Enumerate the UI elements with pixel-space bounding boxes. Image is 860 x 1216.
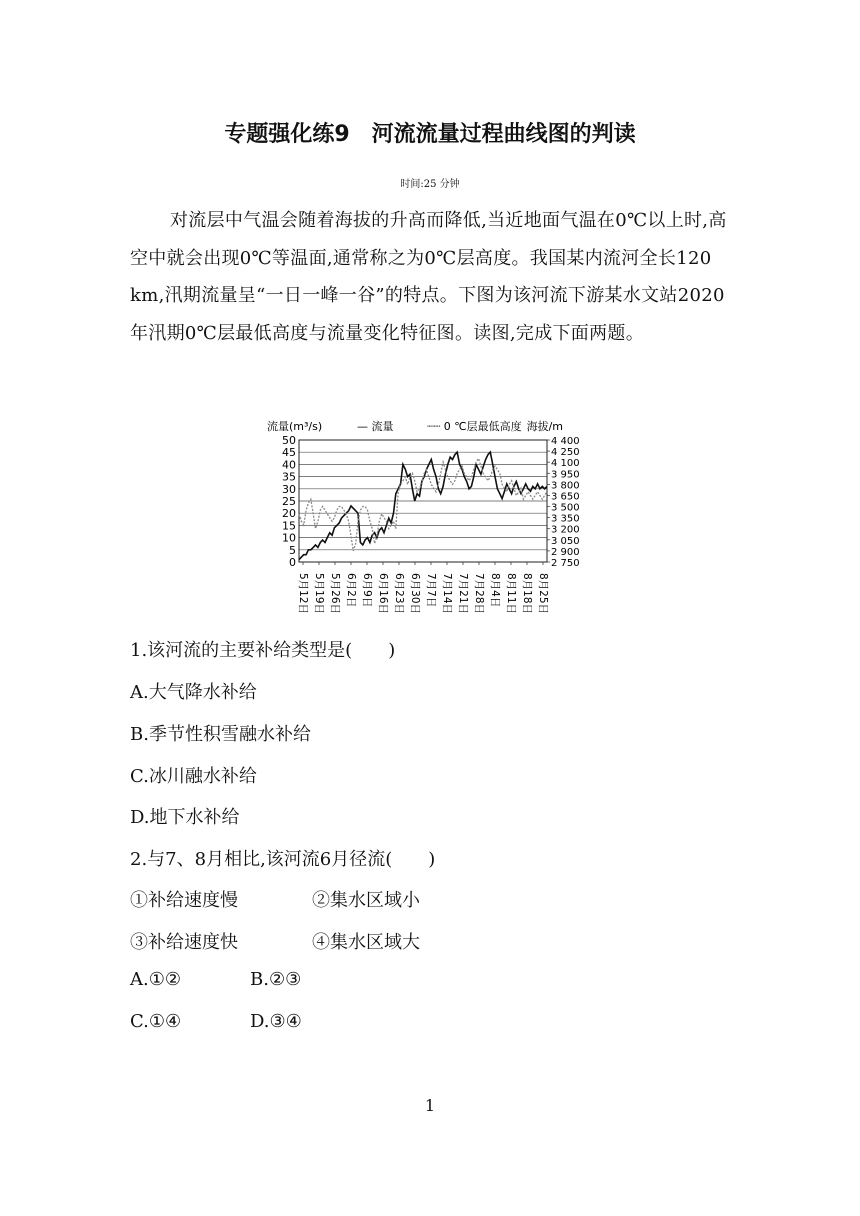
right-tick-label: 3 800 [551,480,580,492]
right-tick-label: 3 350 [551,513,580,525]
left-tick-label: 5 [289,543,296,557]
x-tick-label: 6月16日 [377,573,389,615]
x-tick-label: 5月12日 [297,573,309,615]
right-tick-label: 4 100 [551,458,580,470]
x-tick-label: 7月14日 [441,573,453,615]
x-tick-label: 8月25日 [537,573,549,615]
q2-option-d[interactable]: D.③④ [250,1011,302,1032]
q2-item-1: ①补给速度慢 [130,890,238,911]
q1-stem: 1.该河流的主要补给类型是( ) [130,640,396,661]
right-tick-label: 2 750 [551,558,580,569]
right-tick-label: 4 250 [551,447,580,459]
left-tick-label: 25 [282,495,296,508]
x-tick-label: 8月4日 [489,573,501,608]
right-tick-label: 2 900 [551,546,580,558]
flow-series-line [299,452,547,559]
right-tick-label: 4 400 [551,436,580,447]
left-tick-label: 45 [282,446,296,460]
right-tick-label: 3 500 [551,502,580,514]
q1-option-c[interactable]: C.冰川融水补给 [130,766,257,787]
q2-item-3: ③补给速度快 [130,932,238,953]
q2-option-b[interactable]: B.②③ [250,969,302,990]
q1-option-a[interactable]: A.大气降水补给 [130,682,257,703]
x-tick-label: 7月28日 [473,573,485,615]
right-tick-label: 3 950 [551,469,580,481]
x-tick-label: 5月19日 [313,573,325,615]
x-tick-label: 6月30日 [409,573,421,615]
q2-stem: 2.与7、8月相比,该河流6月径流( ) [130,849,436,870]
right-axis-label: 海拔/m [526,420,563,433]
q2-option-a[interactable]: A.①② [130,969,181,990]
left-axis-label: 流量(m³/s) [267,420,323,433]
left-tick-label: 10 [282,531,296,545]
q1-option-b[interactable]: B.季节性积雪融水补给 [130,724,311,745]
x-tick-label: 8月11日 [505,573,517,615]
left-tick-label: 20 [282,507,296,521]
right-tick-label: 3 650 [551,491,580,503]
zero-layer-series-line [299,459,547,551]
x-tick-label: 6月9日 [361,573,373,608]
x-tick-label: 8月18日 [521,573,533,615]
legend-zero-layer: ┈┈ 0 ℃层最低高度 [427,420,522,433]
page-number: 1 [424,1096,436,1115]
x-tick-label: 6月23日 [393,573,405,615]
left-tick-label: 15 [282,519,296,533]
intro-paragraph: 对流层中气温会随着海拔的升高而降低,当近地面气温在0℃以上时,高空中就会出现0℃等温面,通常称之为0℃层高度。我国某内流河全长120 km,汛期流量呈“一日一峰一谷”的特点。下图为该河流下游某水文站2020年汛期0℃层最低高度与流量变化特征图。读图,完成下面两题。 [130,210,727,344]
right-tick-label: 3 200 [551,524,580,536]
q2-item-4: ④集水区域大 [312,932,420,953]
right-tick-label: 3 050 [551,535,580,547]
q2-item-2: ②集水区域小 [312,890,420,911]
left-tick-label: 40 [282,458,296,472]
legend-flow: — 流量 [357,420,394,433]
x-tick-label: 7月7日 [425,573,437,608]
left-tick-label: 50 [282,434,296,447]
x-tick-label: 5月26日 [329,573,341,615]
flow-chart [265,415,580,625]
left-tick-label: 35 [282,470,296,484]
left-tick-label: 0 [289,556,296,569]
left-tick-label: 30 [282,482,296,496]
x-tick-label: 6月2日 [345,573,357,608]
time-limit: 时间:25 分钟 [400,179,460,190]
x-tick-label: 7月21日 [457,573,469,615]
q1-option-d[interactable]: D.地下水补给 [130,807,240,828]
q2-option-c[interactable]: C.①④ [130,1011,182,1032]
page-title: 专题强化练9 河流流量过程曲线图的判读 [224,122,636,147]
